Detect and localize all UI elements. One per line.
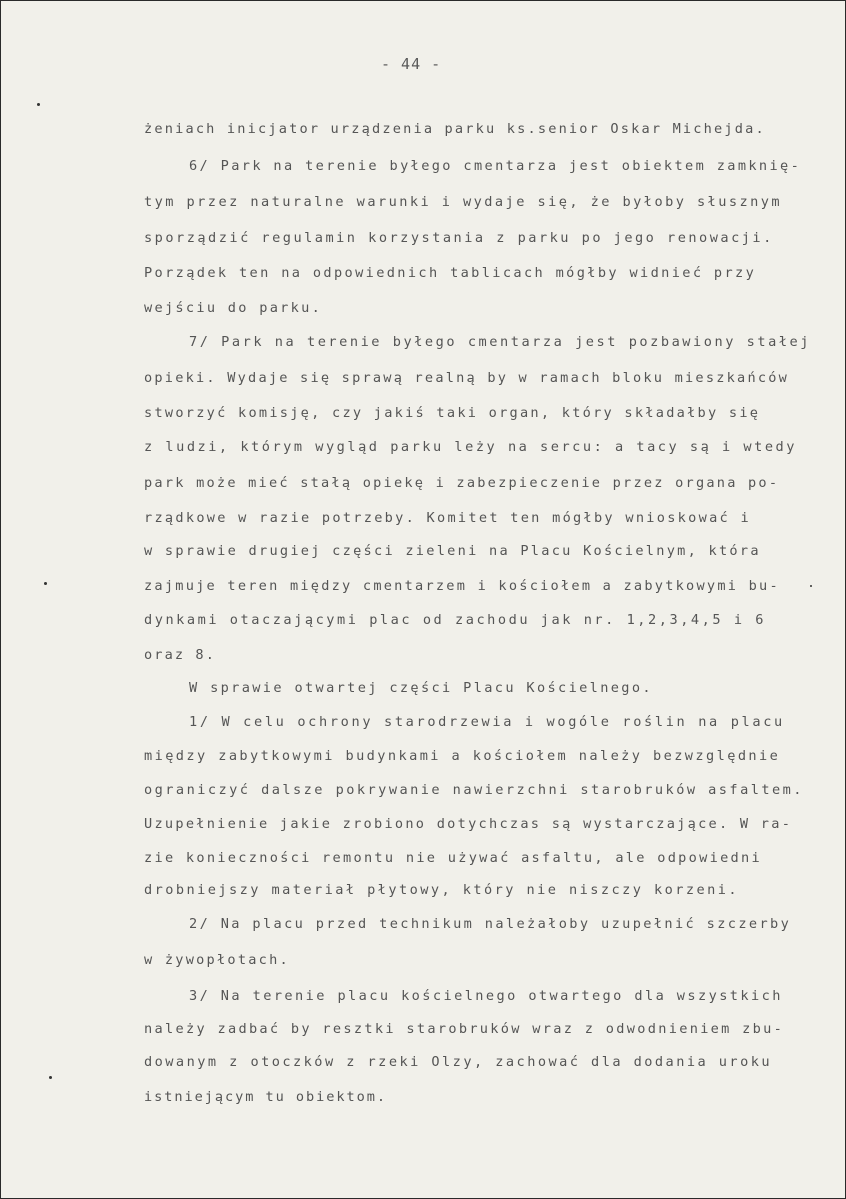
text-line-2: 6/ Park na terenie byłego cmentarza jest obiektem zamknię-: [189, 158, 802, 174]
text-line-25: w żywopłotach.: [144, 952, 290, 968]
paper-speck: [49, 1076, 52, 1079]
text-line-19: między zabytkowymi budynkami a kościołem należy bezwzględnie: [144, 748, 781, 764]
text-line-23: drobniejszy materiał płytowy, który nie niszczy korzeni.: [144, 882, 739, 898]
text-line-12: rządkowe w razie potrzeby. Komitet ten mógłby wnioskować i: [144, 510, 751, 526]
text-line-16: oraz 8.: [144, 647, 216, 663]
text-line-10: z ludzi, którym wygląd parku leży na sercu: a tacy są i wtedy: [144, 439, 797, 455]
text-line-3: tym przez naturalne warunki i wydaje się, że byłoby słusznym: [144, 194, 783, 210]
text-line-13: w sprawie drugiej części zieleni na Placu Kościelnym, która: [144, 543, 761, 559]
text-line-15: dynkami otaczającymi plac od zachodu jak nr. 1,2,3,4,5 i 6: [144, 612, 766, 628]
text-line-26: 3/ Na terenie placu kościelnego otwartego dla wszystkich: [189, 988, 783, 1004]
page-number: - 44 -: [381, 55, 442, 73]
text-line-21: Uzupełnienie jakie zrobiono dotychczas są wystarczające. W ra-: [144, 816, 793, 832]
text-line-27: należy zadbać by resztki starobruków wraz z odwodnieniem zbu-: [144, 1021, 785, 1037]
paper-speck: [37, 103, 40, 106]
text-line-24: 2/ Na placu przed technikum należałoby uzupełnić szczerby: [189, 916, 792, 932]
text-line-1: żeniach inicjator urządzenia parku ks.senior Oskar Michejda.: [144, 121, 766, 137]
text-line-9: stworzyć komisję, czy jakiś taki organ, który składałby się: [144, 405, 761, 421]
text-line-4: sporządzić regulamin korzystania z parku po jego renowacji.: [144, 230, 774, 246]
text-line-6: wejściu do parku.: [144, 300, 323, 316]
text-line-7: 7/ Park na terenie byłego cmentarza jest pozbawiony stałej: [189, 334, 811, 350]
text-line-20: ograniczyć dalsze pokrywanie nawierzchni starobruków asfaltem.: [144, 782, 804, 798]
paper-speck: [810, 585, 812, 587]
paper-speck: [44, 582, 47, 585]
text-line-29: istniejącym tu obiektom.: [144, 1089, 387, 1105]
text-line-17: W sprawie otwartej części Placu Kościelnego.: [189, 680, 653, 696]
text-line-22: zie konieczności remontu nie używać asfaltu, ale odpowiedni: [144, 850, 762, 866]
text-line-11: park może mieć stałą opiekę i zabezpieczenie przez organa po-: [144, 475, 780, 491]
text-line-5: Porządek ten na odpowiednich tablicach mógłby widnieć przy: [144, 265, 757, 281]
text-line-28: dowanym z otoczków z rzeki Olzy, zachować dla dodania uroku: [144, 1054, 773, 1070]
text-line-8: opieki. Wydaje się sprawą realną by w ramach bloku mieszkańców: [144, 370, 790, 386]
text-line-14: zajmuje teren między cmentarzem i kościołem a zabytkowymi bu-: [144, 578, 780, 594]
text-line-18: 1/ W celu ochrony starodrzewia i wogóle roślin na placu: [189, 714, 785, 730]
